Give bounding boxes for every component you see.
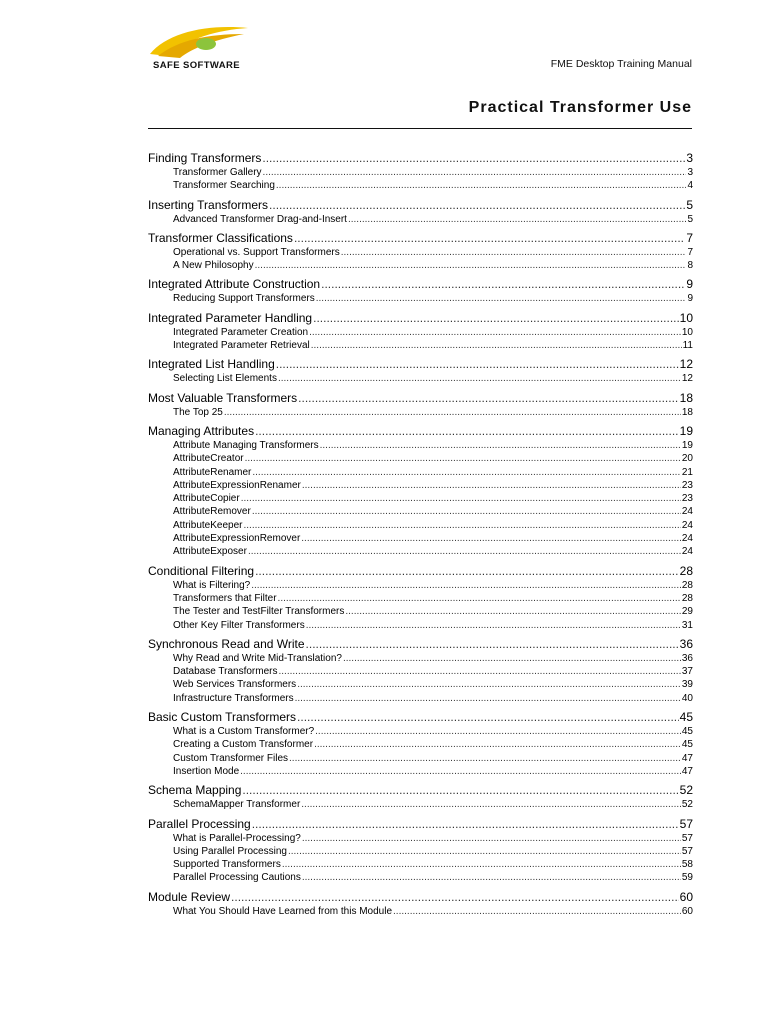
toc-subentry-title: Infrastructure Transformers	[173, 692, 294, 704]
dot-leader	[314, 738, 681, 751]
toc-subentry-page-number: 21	[681, 466, 693, 478]
toc-subentry-page-number: 24	[681, 546, 693, 558]
toc-subentry[interactable]	[148, 619, 693, 632]
toc-entry[interactable]	[148, 197, 693, 213]
toc-subentry-title: Transformer Searching	[173, 180, 275, 192]
toc-subentry[interactable]	[148, 259, 693, 272]
toc-subentry[interactable]	[148, 905, 693, 918]
toc-section	[148, 197, 693, 226]
toc-entry-title: Schema Mapping	[148, 783, 242, 798]
toc-subentry[interactable]	[148, 845, 693, 858]
dot-leader	[295, 692, 681, 705]
dot-leader	[241, 492, 681, 505]
dot-leader	[306, 619, 681, 632]
dot-leader	[306, 636, 679, 652]
toc-entry-title: Module Review	[148, 889, 231, 904]
toc-entry[interactable]	[148, 310, 693, 326]
toc-entry-title: Basic Custom Transformers	[148, 710, 297, 725]
toc-subentry[interactable]	[148, 406, 693, 419]
toc-subentry-title: AttributeCopier	[173, 493, 240, 505]
dot-leader	[244, 519, 681, 532]
toc-subentry-title: Custom Transformer Files	[173, 752, 289, 764]
dot-leader	[297, 709, 679, 725]
toc-subentry-title: Supported Transformers	[173, 859, 281, 871]
toc-entry[interactable]	[148, 709, 693, 725]
toc-subentry-title: The Top 25	[173, 406, 223, 418]
toc-subentry-page-number: 28	[681, 592, 693, 604]
dot-leader	[224, 406, 681, 419]
toc-subentry-page-number: 5	[687, 213, 693, 225]
toc-subentry-page-number: 40	[681, 692, 693, 704]
toc-subentry-page-number: 52	[681, 799, 693, 811]
toc-entry-title: Conditional Filtering	[148, 563, 255, 578]
dot-leader	[276, 356, 679, 372]
dot-leader	[278, 372, 681, 385]
toc-subentry-title: Advanced Transformer Drag-and-Insert	[173, 213, 347, 225]
dot-leader	[298, 390, 678, 406]
toc-entry[interactable]	[148, 889, 693, 905]
toc-subentry-page-number: 23	[681, 493, 693, 505]
toc-subentry-page-number: 8	[687, 260, 693, 272]
toc-subentry-page-number: 59	[681, 872, 693, 884]
toc-subentry[interactable]	[148, 832, 693, 845]
toc-entry-page-number: 9	[686, 277, 693, 292]
toc-subentry-title: AttributeRemover	[173, 506, 251, 518]
toc-subentry-page-number: 39	[681, 679, 693, 691]
dot-leader	[311, 339, 682, 352]
toc-subentry[interactable]	[148, 292, 693, 305]
dot-leader	[309, 326, 681, 339]
toc-subentry[interactable]	[148, 492, 693, 505]
toc-entry-page-number: 18	[679, 390, 693, 405]
toc-subentry-title: AttributeExposer	[173, 546, 247, 558]
toc-subentry-page-number: 9	[687, 293, 693, 305]
dot-leader	[251, 579, 681, 592]
toc-subentry-page-number: 4	[687, 180, 693, 192]
dot-leader	[345, 605, 681, 618]
toc-subentry[interactable]	[148, 532, 693, 545]
toc-entry-page-number: 60	[679, 889, 693, 904]
toc-subentry-title: Database Transformers	[173, 666, 278, 678]
toc-subentry[interactable]	[148, 725, 693, 738]
toc-entry-title: Integrated List Handling	[148, 357, 275, 372]
dot-leader	[294, 230, 685, 246]
toc-section	[148, 356, 693, 385]
toc-subentry-title: The Tester and TestFilter Transformers	[173, 606, 345, 618]
toc-entry-title: Integrated Parameter Handling	[148, 310, 313, 325]
toc-subentry-page-number: 3	[687, 167, 693, 178]
toc-section	[148, 563, 693, 632]
toc-subentry-title: Parallel Processing Cautions	[173, 872, 301, 884]
toc-subentry-title: Web Services Transformers	[173, 679, 297, 691]
toc-subentry[interactable]	[148, 752, 693, 765]
toc-subentry[interactable]	[148, 798, 693, 811]
toc-subentry-page-number: 11	[682, 340, 693, 352]
title-divider	[148, 128, 692, 129]
dot-leader	[315, 725, 681, 738]
toc-entry-title: Synchronous Read and Write	[148, 636, 305, 651]
dot-leader	[289, 752, 681, 765]
dot-leader	[262, 150, 685, 166]
toc-subentry-title: Why Read and Write Mid-Translation?	[173, 652, 342, 664]
toc-subentry-title: Attribute Managing Transformers	[173, 439, 319, 451]
toc-subentry-page-number: 29	[681, 606, 693, 618]
toc-subentry-page-number: 23	[681, 479, 693, 491]
dot-leader	[320, 439, 681, 452]
toc-subentry[interactable]	[148, 652, 693, 665]
toc-entry[interactable]	[148, 636, 693, 652]
toc-entry-page-number: 45	[679, 710, 693, 725]
manual-title: FME Desktop Training Manual	[550, 58, 692, 70]
toc-entry[interactable]	[148, 390, 693, 406]
toc-subentry-page-number: 12	[681, 373, 693, 385]
toc-subentry[interactable]	[148, 372, 693, 385]
toc-subentry[interactable]	[148, 858, 693, 871]
toc-subentry[interactable]	[148, 479, 693, 492]
toc-subentry-page-number: 47	[681, 765, 693, 777]
toc-entry-title: Finding Transformers	[148, 151, 262, 165]
toc-subentry[interactable]	[148, 871, 693, 884]
dot-leader	[301, 532, 681, 545]
toc-subentry[interactable]	[148, 738, 693, 751]
logo-swoosh-icon	[148, 26, 252, 60]
toc-subentry-title: Using Parallel Processing	[173, 845, 287, 857]
dot-leader	[302, 479, 681, 492]
toc-section	[148, 889, 693, 918]
toc-subentry-title: A New Philosophy	[173, 260, 254, 272]
toc-subentry-page-number: 7	[687, 246, 693, 258]
toc-subentry-page-number: 45	[681, 739, 693, 751]
toc-subentry-title: AttributeKeeper	[173, 519, 243, 531]
toc-subentry-title: SchemaMapper Transformer	[173, 799, 301, 811]
toc-entry[interactable]	[148, 230, 693, 246]
toc-section	[148, 276, 693, 305]
toc-subentry-title: What is Parallel-Processing?	[173, 832, 301, 844]
toc-subentry-page-number: 31	[681, 619, 693, 631]
dot-leader	[276, 179, 687, 192]
toc-subentry-title: AttributeCreator	[173, 453, 244, 465]
toc-subentry-title: Creating a Custom Transformer	[173, 739, 314, 751]
toc-subentry[interactable]	[148, 166, 693, 179]
toc-section	[148, 423, 693, 559]
dot-leader	[393, 905, 681, 918]
dot-leader	[269, 197, 685, 213]
toc-subentry[interactable]	[148, 505, 693, 518]
toc-subentry-page-number: 28	[681, 579, 693, 591]
toc-subentry-page-number: 58	[681, 859, 693, 871]
toc-subentry-title: Integrated Parameter Creation	[173, 326, 309, 338]
dot-leader	[302, 871, 681, 884]
dot-leader	[341, 246, 687, 259]
dot-leader	[252, 816, 679, 832]
toc-entry-page-number: 28	[679, 563, 693, 578]
toc-subentry[interactable]	[148, 339, 693, 352]
dot-leader	[252, 466, 681, 479]
toc-subentry[interactable]	[148, 246, 693, 259]
toc-entry-page-number: 19	[679, 423, 693, 438]
toc-subentry-page-number: 60	[681, 905, 693, 917]
toc-entry-page-number: 10	[679, 310, 693, 325]
toc-subentry-title: Operational vs. Support Transformers	[173, 246, 340, 258]
toc-subentry-title: What is Filtering?	[173, 579, 251, 591]
toc-subentry-title: Transformer Gallery	[173, 167, 262, 178]
toc-subentry-page-number: 24	[681, 519, 693, 531]
toc-section	[148, 782, 693, 811]
toc-entry-page-number: 52	[679, 783, 693, 798]
toc-subentry-title: What You Should Have Learned from this Module	[173, 905, 393, 917]
toc-subentry-page-number: 18	[681, 406, 693, 418]
toc-subentry-page-number: 47	[681, 752, 693, 764]
toc-section	[148, 709, 693, 778]
dot-leader	[252, 505, 681, 518]
toc-subentry-page-number: 57	[681, 832, 693, 844]
toc-subentry[interactable]	[148, 519, 693, 532]
dot-leader	[245, 452, 681, 465]
toc-entry-page-number: 3	[686, 151, 693, 165]
dot-leader	[343, 652, 681, 665]
toc-subentry[interactable]	[148, 592, 693, 605]
toc-subentry-page-number: 37	[681, 666, 693, 678]
toc-subentry-title: Transformers that Filter	[173, 592, 277, 604]
toc-subentry-title: AttributeExpressionRenamer	[173, 479, 301, 491]
toc-subentry-page-number: 20	[681, 453, 693, 465]
dot-leader	[321, 276, 685, 292]
dot-leader	[313, 310, 679, 326]
page-title: Practical Transformer Use	[468, 99, 692, 116]
toc-entry[interactable]	[148, 276, 693, 292]
safe-software-logo	[148, 26, 252, 72]
toc-subentry-page-number: 19	[681, 439, 693, 451]
table-of-contents	[148, 150, 693, 922]
dot-leader	[255, 563, 679, 579]
toc-section	[148, 390, 693, 419]
dot-leader	[248, 545, 681, 558]
toc-subentry[interactable]	[148, 179, 693, 192]
dot-leader	[288, 845, 681, 858]
toc-section	[148, 636, 693, 705]
toc-subentry-title: AttributeRenamer	[173, 466, 252, 478]
toc-subentry[interactable]	[148, 213, 693, 226]
toc-subentry[interactable]	[148, 692, 693, 705]
toc-entry-page-number: 36	[679, 636, 693, 651]
toc-subentry[interactable]	[148, 466, 693, 479]
toc-section	[148, 816, 693, 885]
toc-entry[interactable]	[148, 150, 693, 166]
dot-leader	[301, 798, 681, 811]
toc-subentry[interactable]	[148, 545, 693, 558]
toc-entry-title: Inserting Transformers	[148, 197, 269, 212]
dot-leader	[240, 765, 681, 778]
dot-leader	[255, 259, 687, 272]
toc-subentry-title: Reducing Support Transformers	[173, 293, 315, 305]
toc-entry[interactable]	[148, 423, 693, 439]
toc-entry-title: Parallel Processing	[148, 816, 251, 831]
toc-entry-title: Managing Attributes	[148, 423, 255, 438]
toc-section	[148, 150, 693, 193]
toc-subentry[interactable]	[148, 765, 693, 778]
toc-subentry-page-number: 24	[681, 533, 693, 545]
logo-wordmark: SAFE SOFTWARE	[153, 60, 241, 71]
dot-leader	[316, 292, 687, 305]
toc-subentry[interactable]	[148, 326, 693, 339]
toc-entry[interactable]	[148, 816, 693, 832]
toc-subentry-page-number: 36	[681, 652, 693, 664]
dot-leader	[231, 889, 679, 905]
toc-entry-title: Transformer Classifications	[148, 230, 293, 245]
toc-subentry[interactable]	[148, 439, 693, 452]
dot-leader	[278, 592, 681, 605]
dot-leader	[302, 832, 681, 845]
toc-subentry[interactable]	[148, 579, 693, 592]
dot-leader	[297, 678, 681, 691]
toc-subentry[interactable]	[148, 452, 693, 465]
toc-subentry-page-number: 45	[681, 726, 693, 738]
dot-leader	[279, 665, 681, 678]
toc-entry-title: Most Valuable Transformers	[148, 390, 298, 405]
toc-subentry-page-number: 24	[681, 506, 693, 518]
toc-subentry-page-number: 10	[681, 326, 693, 338]
toc-subentry-title: What is a Custom Transformer?	[173, 726, 315, 738]
toc-subentry[interactable]	[148, 605, 693, 618]
toc-entry-page-number: 12	[679, 357, 693, 372]
toc-entry[interactable]	[148, 356, 693, 372]
toc-section	[148, 310, 693, 353]
dot-leader	[242, 782, 678, 798]
toc-entry-page-number: 5	[686, 197, 693, 212]
toc-entry[interactable]	[148, 563, 693, 579]
toc-subentry-page-number: 57	[681, 845, 693, 857]
toc-entry-page-number: 7	[686, 230, 693, 245]
dot-leader	[282, 858, 681, 871]
toc-subentry-title: Integrated Parameter Retrieval	[173, 340, 310, 352]
toc-entry[interactable]	[148, 782, 693, 798]
toc-subentry-title: Selecting List Elements	[173, 373, 277, 385]
toc-entry-page-number: 57	[679, 816, 693, 831]
dot-leader	[263, 166, 687, 179]
toc-subentry-title: AttributeExpressionRemover	[173, 533, 301, 545]
dot-leader	[348, 213, 686, 226]
dot-leader	[255, 423, 679, 439]
toc-subentry-title: Insertion Mode	[173, 765, 240, 777]
toc-subentry[interactable]	[148, 678, 693, 691]
toc-section	[148, 230, 693, 273]
toc-subentry[interactable]	[148, 665, 693, 678]
toc-subentry-title: Other Key Filter Transformers	[173, 619, 305, 631]
toc-entry-title: Integrated Attribute Construction	[148, 277, 321, 292]
